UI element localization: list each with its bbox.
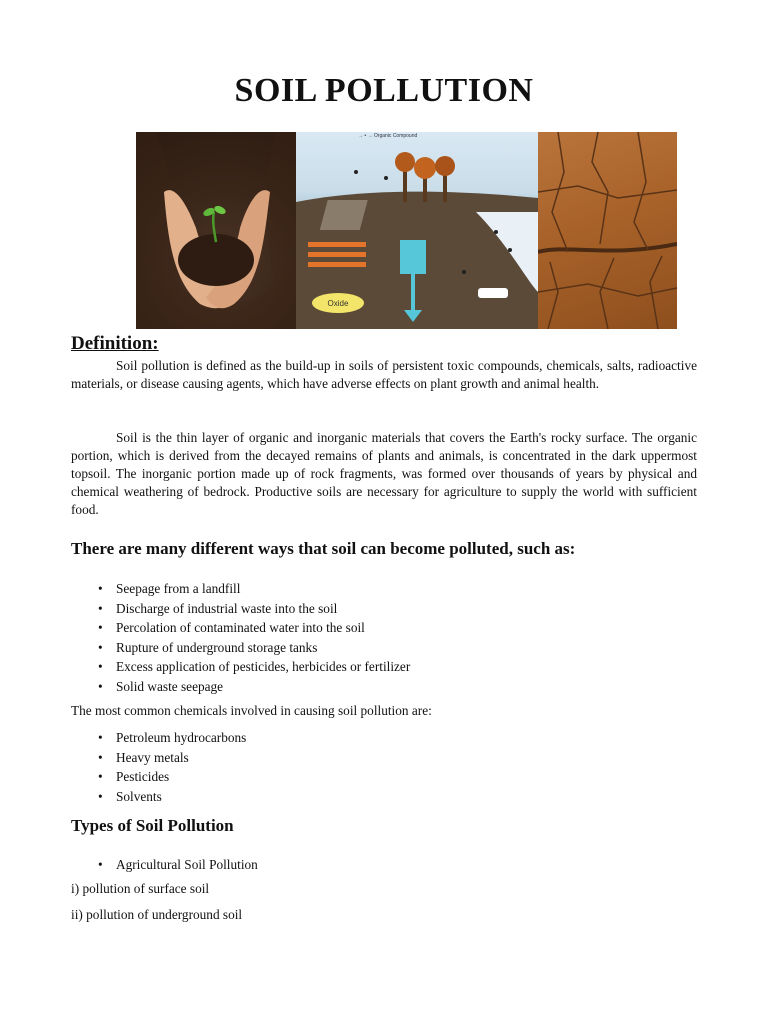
list-item: • Petroleum hydrocarbons [98, 728, 246, 748]
definition-heading: Definition: [71, 333, 159, 354]
definition-paragraph: Soil pollution is defined as the build-up in soils of persistent toxic compounds, chemicals, salts, radioactive materials, or disease causing agents, which have adverse effects on plant growth and animal health. [71, 358, 697, 391]
cracked-soil-illustration [538, 132, 677, 329]
list-item: • Solvents [98, 787, 246, 807]
oxide-label: Oxide [312, 293, 364, 313]
cracked-dry-soil-image [538, 132, 677, 329]
list-item: • Seepage from a landfill [98, 579, 410, 599]
chemicals-intro: The most common chemicals involved in causing soil pollution are: [71, 703, 432, 718]
list-item: • Heavy metals [98, 748, 246, 768]
chemicals-list [98, 728, 246, 806]
hands-soil-illustration [136, 132, 296, 329]
pollution-ways-list [98, 579, 410, 696]
types-heading: Types of Soil Pollution [71, 816, 234, 835]
list-item: • Excess application of pesticides, herbicides or fertilizer [98, 657, 410, 677]
list-item: • Discharge of industrial waste into the soil [98, 599, 410, 619]
list-item: • Rupture of underground storage tanks [98, 638, 410, 658]
diagram-caption: → • → Organic Compound [358, 133, 418, 139]
list-item: • Pesticides [98, 767, 246, 787]
types-list [98, 855, 258, 875]
underground-soil-subtype: ii) pollution of underground soil [71, 907, 243, 922]
list-item: • Percolation of contaminated water into the soil [98, 618, 410, 638]
soil-description-paragraph: Soil is the thin layer of organic and inorganic materials that covers the Earth's rocky surface. The organic portion, which is derived from the decayed remains of plants and animals, is concentrated in the dark uppermost topsoil. The inorganic portion made up of rock fragments, was formed over thousands of years by physical and chemical weathering of bedrock. Productive soils are necessary for agriculture to supply the world with sufficient food. [71, 430, 697, 517]
soil-contamination-diagram-image [296, 132, 538, 329]
list-item: • Solid waste seepage [98, 677, 410, 697]
hands-holding-soil-image [136, 132, 296, 329]
surface-soil-subtype: i) pollution of surface soil [71, 881, 210, 896]
list-item: • Agricultural Soil Pollution [98, 855, 258, 875]
page-title: SOIL POLLUTION [234, 72, 534, 109]
header-image-banner [136, 132, 677, 329]
pollution-ways-heading: There are many different ways that soil can become polluted, such as: [71, 539, 576, 558]
